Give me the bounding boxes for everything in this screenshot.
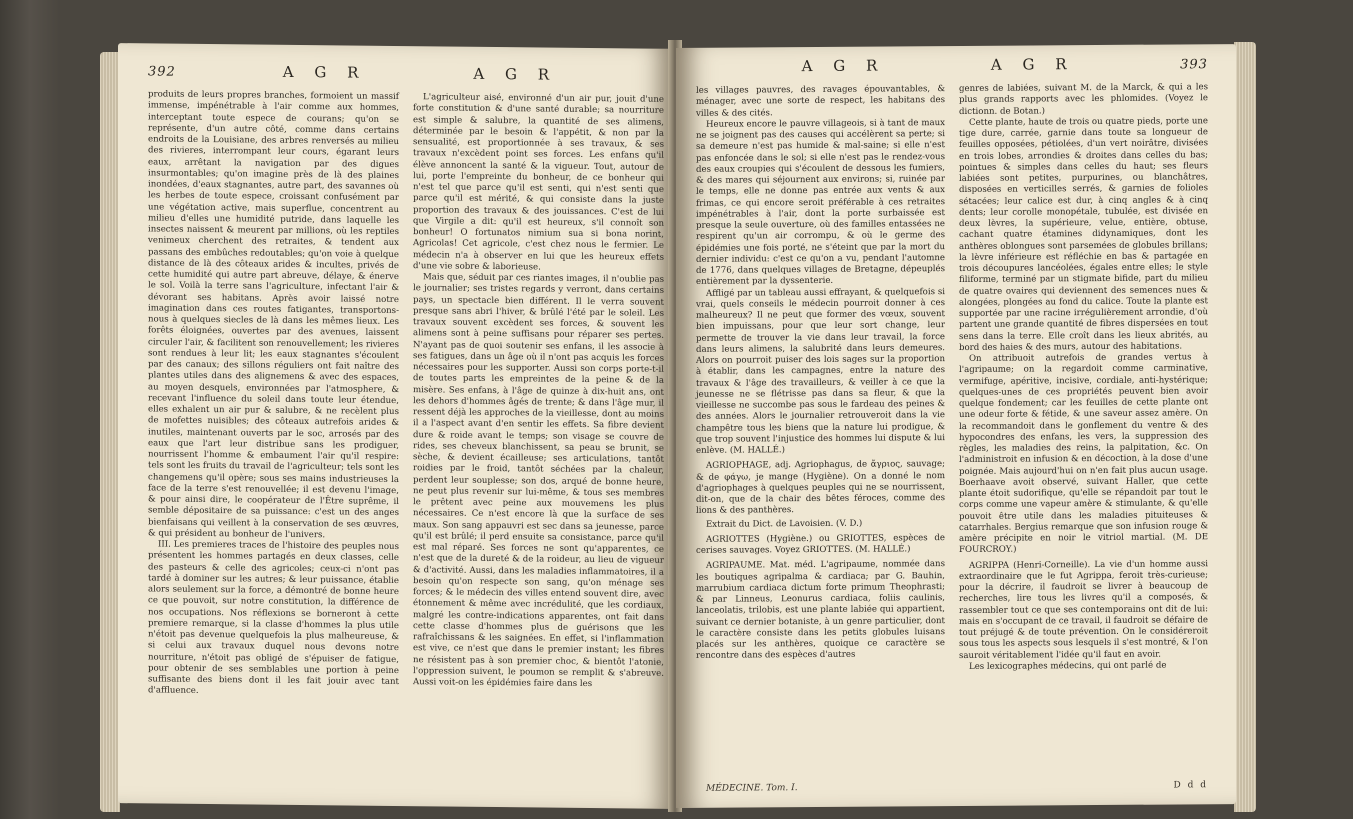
right-page: [676, 44, 1236, 808]
left-page: [118, 43, 674, 809]
right-column-1: [696, 84, 945, 675]
right-page-number: 393: [1180, 57, 1208, 73]
left-column-2: [413, 92, 664, 702]
paragraph: III. Les premieres traces de l'histoire des peuples nous présentent les hommes partagés en deux classes, celle des pasteurs & celle des agricoles; ceux-ci n'ont pas tardé à dominer sur les autres; & leur puissance, établie alors seulement sur la force, a démontré de bonne heure ce que pouvoit, sur notre constitution, la différence de nos occupations. Nos réflexions se borneront à cette premiere remarque, si la classe d'hommes la plus utile n'étoit pas devenue quelquefois la plus malheureuse, & si celui aux travaux duquel nous devons notre nourriture, n'étoit pas obligé de s'épuiser de fatigue, pour obtenir de ses semblables une portion à peine suffisante des biens dont il les fait jouir avec tant d'affluence.: [148, 539, 399, 697]
entry-agriophage: AGRIOPHAGE, adj. Agriophagus, de ἄγριος, sauvage; & de φάγω, je mange (Hygiène). On a donné le nom d'agriophages à quelques peuples qui ne se nourrissent, dit-on, que de la chair des bêtes féroces, comme des lions & des panthères.: [696, 459, 945, 517]
paragraph: L'agriculteur aisé, environné d'un air pur, jouit d'une forte constitution & d'une santé durable; sa nourriture est simple & salubre, la quantité de ses alimens, déterminée par le besoin & l'appétit, & non par la sensualité, est proportionnée à ses travaux, & ses travaux n'excèdent point ses forces. Les enfans qu'il élève annoncent la santé & la vigueur. Tout, autour de lui, porte l'empreinte du bonheur, de ce bonheur qui n'est tel que parce qu'il est senti, qui n'est senti que parce qu'il est mérité, & qui consiste dans la juste proportion des travaux & des jouissances. C'est de lui que Virgile a dit: qu'il est heureux, s'il connoît son bonheur! O fortunatos nimium sua si bona norint, Agricolas! Cet agricole, c'est chez nous le fermier. Le médecin n'a à observer en lui que les heureux effets d'une vie sobre & laborieuse.: [413, 92, 664, 273]
paragraph: genres de labiées, suivant M. de la Marck, & qui a les plus grands rapports avec les phlomides. (Voyez le dictionn. de Botan.): [959, 82, 1208, 117]
left-page-number: 392: [148, 64, 176, 80]
paragraph: Cette plante, haute de trois ou quatre pieds, porte une tige dure, carrée, garnie dans toute sa longueur de feuilles opposées, pétiolées, d'un vert noirâtre, divisées en trois lobes, arrondies & droites dans celles du bas; pointues & simples dans celles du haut; ses fleurs labiées sont petites, purpurines, ou blanchâtres, disposées en verticilles serrés, & garnies de folioles sétacées; leur calice est dur, à cinq angles & à cinq dents; leur corolle monopétale, tubulée, est divisée en deux lèvres, la supérieure, velue, entière, obtuse, cachant quatre étamines didynamiques, dont les anthères oblongues sont parsemées de globules brillans; la lèvre inférieure est réfléchie en bas & partagée en trois découpures lancéolées, égales entre elles; le style filiforme, terminé par un stigmate bifide, part du milieu de quatre ovaires qui deviennent des semences nues & alongées, plongées au fond du calice. Toute la plante est supportée par une racine irrégulièrement arrondie, d'où partent une grande quantité de fibres dispersées en tout sens dans la terre. Elle croît dans les lieux abrités, au bord des haies & des murs, autour des habitations.: [959, 115, 1208, 353]
entry-agriottes: AGRIOTTES (Hygiène.) ou GRIOTTES, espèces de cerises sauvages. Voyez GRIOTTES. (M. HALLÉ.): [696, 532, 945, 556]
right-head-word-2: A G R: [990, 55, 1075, 74]
paragraph: Les lexicographes médecins, qui ont parlé de: [969, 660, 1167, 672]
page-edges-left: [100, 52, 120, 812]
right-page-footer: [706, 780, 1208, 794]
entry-agripaume: AGRIPAUME. Mat. méd. L'agripaume, nommée dans les boutiques agripalma & cardiaca; par G. Bauhin, marrubium cardiaca dictum forte primum Theophrasti; & par Linneus, Leonurus cardiaca, foliis caulinis, lanceolatis, trilobis, est une plante labiée qui appartient, suivant ce dernier botaniste, à un genre particulier, dont le caractère consiste dans les petits globules luisans placés sur les anthères, quoique ce caractère se rencontre dans des espèces d'autres: [696, 559, 945, 662]
paragraph: Heureux encore le pauvre villageois, si à tant de maux ne se joignent pas des causes qui accélèrent sa perte; si sa demeure n'est pas humide & mal-saine; si elle n'est pas enfoncée dans le sol; si elle n'est pas le rendez-vous des eaux croupies qui s'écoulent de dessous les fumiers, & des mares qui séjournent aux environs; si, ruinée par le temps, elle ne donne pas entrée aux vents & aux frimas, ce qui encore seroit préférable à ces retraites impénétrables à l'air, dont la porte surbaissée est presque la seule ouverture, où des familles entassées ne respirent qu'un air corrompu, & où le germe des épidémies une fois porté, ne s'éteint que par la mort du dernier individu: c'est ce qu'on a vu, pendant l'automne de 1776, dans quelques villages de Bretagne, dépeuplés entièrement par la dyssenterie.: [696, 117, 945, 288]
footer-signature: D d d: [1173, 780, 1208, 791]
footer-volume: MÉDECINE. Tom. I.: [706, 783, 798, 794]
page-edges-right: [1234, 42, 1256, 812]
right-head-word-1: A G R: [801, 56, 886, 76]
right-column-2: [959, 82, 1208, 673]
paragraph: produits de leurs propres branches, formoient un massif immense, impénétrable à l'air comme aux hommes, interceptant toute espece de courans; qu'on se représente, d'un autre côté, comme dans certains endroits de la Louisiane, des arbres renversés au milieu des rivieres, interrompant leur cours, égarant leurs eaux, arrêtant la navigation par des digues insurmontables; qu'on imagine près de là des plaines inondées, d'eaux stagnantes, autre part, des savannes où les herbes de toute espece, croissant confusément par une végétation active, mais superflue, concentrent au milieu d'elles une humidité putride, dans laquelle les insectes naissent & meurent par millions, où les reptiles venimeux cherchent des retraites, & tendent aux passans des embûches redoutables; qu'on voie à quelque distance de là des côteaux arides & incultes, privés de cette humidité qui autre part abreuve, délaye, & énerve le sol. Voilà la terre sans l'agriculture, infectant l'air & dévorant ses habitans. Après avoir laissé notre imagination dans ces routes fatigantes, transportons-nous à quelques siecles de là dans les mêmes lieux. Les forêts éloignées, ouvertes par des avenues, laissent circuler l'air, & facilitent son renouvellement; les rivieres sont rendues à leur lit; les eaux stagnantes s'écoulent par des canaux; des sillons réguliers ont fait naître des plantes utiles dans des alignemens & avec des espaces, au moyen desquels, environnées par l'atmosphere, & recevant l'influence du soleil dans toute leur étendue, elles exhalent un air pur & salubre, & ne recèlent plus de mofettes nuisibles; des côteaux autrefois arides & inutiles, maintenant ouverts par le soc, arrosés par des eaux que l'art leur distribue sans les prodiguer, nourrissent l'homme & embaument l'air qu'il respire: tels sont les fruits du travail de l'agriculteur; tels sont les changemens qu'il opère; sous ses mains industrieuses la face de la terre s'est renouvellée; il est devenu l'image, & pour ainsi dire, le coopérateur de l'Être suprême, il semble dépositaire de sa puissance: c'est un des anges bienfaisans qui veillent à la conservation de ses œuvres, & qui président au bonheur de l'univers.: [148, 89, 399, 541]
entry-agrippa: AGRIPPA (Henri-Corneille). La vie d'un homme aussi extraordinaire que le fut Agrippa, feroit très-curieuse; pour la décrire, il faudroit se livrer à beaucoup de recherches, lire tous les livres qu'il a composés, & rassembler tout ce que ses contemporains ont dit de lui: mais en s'occupant de ce travail, il faudroit se défaire de tout préjugé & de toute prévention. On le considéreroit sous tous les aspects sous lesquels il s'est montré, & l'on sauroit véritablement l'idée qu'il faut en avoir.: [959, 558, 1208, 661]
paragraph: Mais que, séduit par ces riantes images, il n'oublie pas le journalier; ses tristes regards y verront, dans certains pays, un spectacle bien différent. Il le verra souvent presque sans abri l'hiver, & brûlé l'été par le soleil. Les travaux souvent excèdent ses forces, & souvent les alimens sont à peine suffisans pour réparer ses pertes. N'ayant pas de quoi soutenir ses enfans, il les associe à ses fatigues, dans un âge où il n'ont pas acquis les forces nécessaires pour les supporter. Aussi son corps porte-t-il de toutes parts les empreintes de la peine & de la misère. Ses enfans, à l'âge de quinze à dix-huit ans, ont les dehors d'hommes âgés de trente; & dans l'âge mur, il ressent déjà les approches de la vieillesse, dont au moins il a l'aspect avant d'en sentir les effets. Sa fibre devient dure & roide avant le temps; son visage se couvre de rides, ses cheveux blanchissent, sa peau se brunit, se sèche, & devient écailleuse; ses articulations, tantôt roidies par le froid, tantôt séchées par la chaleur, perdent leur souplesse; son dos, arqué de bonne heure, ne peut plus revenir sur lui-même, & tous ses membres le prêtent avec peine aux mouvemens les plus nécessaires. Ce n'est encore là que la surface de ses maux. Son sang appauvri est sec dans sa jeunesse, parce qu'il est brûlé; il perd ensuite sa consistance, parce qu'il est mal réparé. Ses forces ne sont qu'apparentes, ce n'est que de la dureté & de la roideur, au lieu de vigueur & d'activité. Aussi, dans les maladies inflammatoires, il a besoin qu'on respecte son sang, qu'on ménage ses forces; & le médecin des villes entend souvent dire, avec étonnement & même avec incrédulité, que les cordiaux, malgré les contre-indications apparentes, ont fait dans cette classe d'hommes plus de guérisons que les rafraîchissans & les saignées. En effet, si l'inflammation est vive, ce n'est que dans le premier instant; les fibres ne résistent pas à son premier choc, & bientôt l'atonie, l'oppression suivent, le poumon se remplit & s'abreuve. Aussi voit-on les épidémies faire dans les: [413, 272, 664, 690]
paragraph: On attribuoit autrefois de grandes vertus à l'agripaume; on la regardoit comme carminative, vermifuge, apéritive, incisive, cordiale, anti-hystérique; quelques-unes de ces propriétés peuvent bien avoir quelque fondement; car les feuilles de cette plante ont une odeur forte & fétide, & une saveur assez amère. On la recommandoit dans le gonflement du ventre & des hypocondres des enfans, les vers, la suppression des règles, les maladies des reins, la palpitation, &c. On l'administroit en infusion & en décoction, à la dose d'une poignée. Mais aujourd'hui on n'en fait plus aucun usage. Boerhaave avoit observé, suivant Haller, que cette plante étoit sudorifique, qu'elle se répandoit par tout le corps comme une vapeur amère & stimulante, & qu'elle pouvoit être utile dans les maladies pituiteuses & catarrhales. Bergius remarque que son infusion rouge & amère précipite en noir le vitriol martial. (M. DE FOURCROY.): [959, 352, 1208, 556]
entry-source: Extrait du Dict. de Lavoisien. (V. D.): [706, 518, 863, 530]
left-column-1: [148, 89, 399, 699]
paragraph: les villages pauvres, des ravages épouvantables, & ménager, avec une sorte de respect, les habitans des villes & des cités.: [696, 84, 945, 119]
left-head-word-2: A G R: [473, 64, 558, 84]
left-running-head: [148, 61, 664, 86]
left-head-word-1: A G R: [282, 62, 367, 82]
right-running-head: [696, 54, 1208, 78]
paragraph: Affligé par un tableau aussi effrayant, & quelquefois si vrai, quels conseils le médecin pourroit donner à ces malheureux? Il ne peut que former des vœux, souvent bien impuissans, pour que leur sort change, leur permette de trouver la vie dans leur travail, la force dans leurs alimens, la salubrité dans leurs demeures. Alors on pourroit puiser des lois sages sur la proportion à établir, dans les campagnes, entre la nature des travaux & l'âge des travailleurs, & veiller à ce que la jeunesse ne se flétrisse pas dans sa fleur, & que la vieillesse ne succombe pas sous le fardeau des peines & des années. Alors le journalier retrouveroit dans la vie champêtre tous les biens que la nature lui prodigue, & que trop souvent l'injustice des hommes lui dispute & lui enlève. (M. HALLÉ.): [696, 286, 945, 456]
